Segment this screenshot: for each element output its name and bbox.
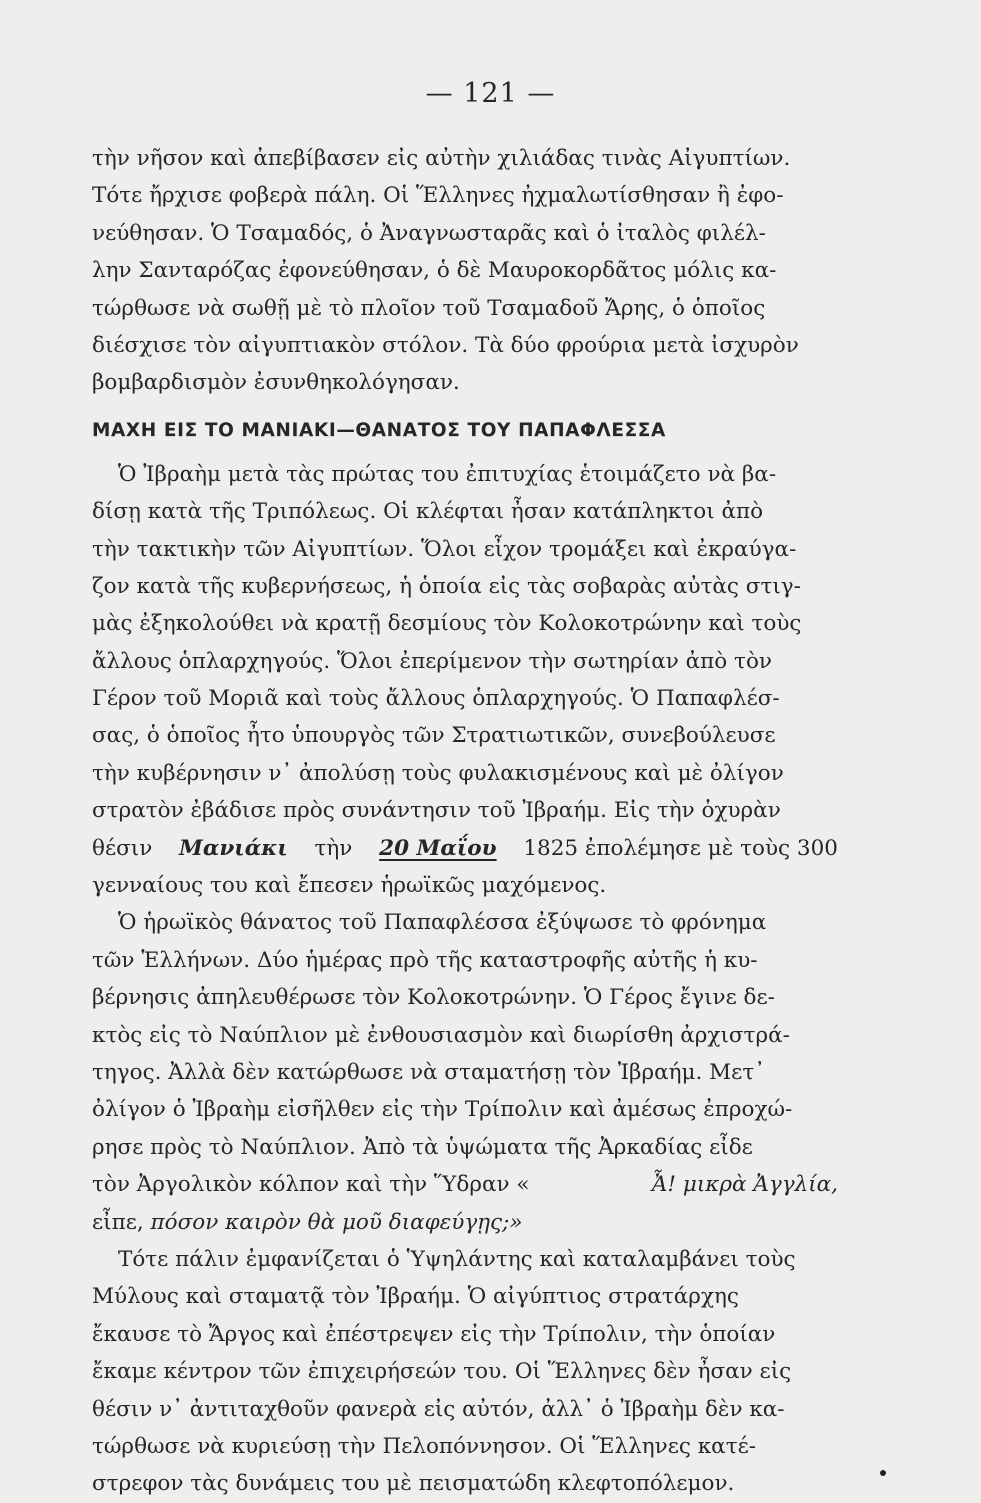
text-line: βομβαρδισμὸν ἐσυνθηκολόγησαν. — [92, 370, 460, 396]
text-line: γενναίους του καὶ ἔπεσεν ἡρωϊκῶς μαχόμενος. — [92, 873, 607, 899]
place-name: Μανιάκι — [179, 835, 288, 861]
text-line: ὀλίγον ὁ Ἰβραὴμ εἰσῆλθεν εἰς τὴν Τρίπολιν καὶ ἀμέσως ἐπροχώ- — [92, 1097, 793, 1123]
text-line: ἄλλους ὁπλαρχηγούς. Ὅλοι ἐπερίμενον τὴν σωτηρίαν ἀπὸ τὸν — [92, 648, 772, 674]
text-line: Τότε πάλιν ἐμφανίζεται ὁ Ὑψηλάντης καὶ καταλαμβάνει τοὺς — [118, 1246, 796, 1272]
text-line: σας, ὁ ὁποῖος ἦτο ὑπουργὸς τῶν Στρατιωτικῶν, συνεβούλευσε — [92, 723, 776, 749]
text-line-quote-end — [92, 1204, 838, 1241]
text-fragment: θέσιν — [92, 835, 153, 861]
page-number: — 121 — — [425, 78, 556, 109]
text-line: λην Σανταρόζας ἐφονεύθησαν, ὁ δὲ Μαυροκορδᾶτος μόλις κα- — [92, 258, 777, 284]
text-line: ἔκαυσε τὸ Ἄργος καὶ ἐπέστρεψεν εἰς τὴν Τρίπολιν, τὴν ὁποίαν — [92, 1321, 776, 1347]
text-line: Τότε ἤρχισε φοβερὰ πάλη. Οἱ Ἕλληνες ἠχμαλωτίσθησαν ἢ ἐφο- — [92, 183, 784, 209]
text-line: στρατὸν ἐβάδισε πρὸς συνάντησιν τοῦ Ἰβραήμ. Εἰς τὴν ὀχυρὰν — [92, 798, 781, 824]
text-line: ζον κατὰ τῆς κυβερνήσεως, ἡ ὁποία εἰς τὰς σοβαρὰς αὐτὰς στιγ- — [92, 573, 801, 599]
text-line: Μύλους καὶ σταματᾷ τὸν Ἰβραήμ. Ὁ αἰγύπτιος στρατάρχης — [92, 1284, 739, 1310]
text-line-quote — [92, 1166, 838, 1203]
text-line: τὴν κυβέρνησιν ν᾿ ἀπολύσῃ τοὺς φυλακισμένους καὶ μὲ ὀλίγον — [92, 760, 784, 786]
text-line: διέσχισε τὸν αἰγυπτιακὸν στόλον. Τὰ δύο φρούρια μετὰ ἰσχυρὸν — [92, 332, 799, 358]
text-line-maniaki — [92, 830, 838, 867]
text-line: κτὸς εἰς τὸ Ναύπλιον μὲ ἐνθουσιασμὸν καὶ διωρίσθη ἀρχιστρά- — [92, 1022, 790, 1048]
text-line: ἔκαμε κέντρον τῶν ἐπιχειρήσεών του. Οἱ Ἕλληνες δὲν ἦσαν εἰς — [92, 1359, 792, 1385]
text-fragment: εἶπε, — [92, 1209, 144, 1235]
section-heading: ΜΑΧΗ ΕΙΣ ΤΟ ΜΑΝΙΑΚΙ—ΘΑΝΑΤΟΣ ΤΟΥ ΠΑΠΑΦΛΕΣΣΑ — [92, 419, 666, 441]
ink-speck — [880, 1470, 886, 1476]
text-fragment: 1825 ἐπολέμησε μὲ τοὺς 300 — [523, 835, 838, 861]
text-line: ρησε πρὸς τὸ Ναύπλιον. Ἀπὸ τὰ ὑψώματα τῆς Ἀρκαδίας εἶδε — [92, 1134, 753, 1160]
text-line: τώρθωσε νὰ κυριεύσῃ τὴν Πελοπόννησον. Οἱ Ἕλληνες κατέ- — [92, 1433, 756, 1459]
battle-date: 20 Μαΐου — [379, 835, 497, 861]
text-fragment: τὴν — [314, 835, 353, 861]
text-line: τηγος. Ἀλλὰ δὲν κατώρθωσε νὰ σταματήσῃ τὸν Ἰβραήμ. Μετ᾿ — [92, 1059, 765, 1085]
text-line: δίσῃ κατὰ τῆς Τριπόλεως. Οἱ κλέφται ἦσαν κατάπληκτοι ἀπὸ — [92, 499, 764, 525]
text-line: Ὁ Ἰβραὴμ μετὰ τὰς πρώτας του ἐπιτυχίας ἑτοιμάζετο νὰ βα- — [118, 461, 777, 487]
text-line: τώρθωσε νὰ σωθῇ μὲ τὸ πλοῖον τοῦ Τσαμαδοῦ Ἄρης, ὁ ὁποῖος — [92, 295, 766, 321]
page-text — [92, 140, 838, 1503]
text-line: νεύθησαν. Ὁ Τσαμαδός, ὁ Ἀναγνωσταρᾶς καὶ ὁ ἰταλὸς φιλέλ- — [92, 220, 766, 246]
text-line: Ὁ ἡρωϊκὸς θάνατος τοῦ Παπαφλέσσα ἐξύψωσε τὸ φρόνημα — [118, 910, 767, 936]
text-line: βέρνησις ἀπηλευθέρωσε τὸν Κολοκοτρώνην. Ὁ Γέρος ἔγινε δε- — [92, 985, 775, 1011]
text-line: τῶν Ἑλλήνων. Δύο ἡμέρας πρὸ τῆς καταστροφῆς αὐτῆς ἡ κυ- — [92, 947, 758, 973]
text-line: στρεφον τὰς δυνάμεις του μὲ πεισματώδη κλεφτοπόλεμον. — [92, 1471, 735, 1497]
text-fragment: τὸν Ἀργολικὸν κόλπον καὶ τὴν Ὕδραν « — [92, 1172, 530, 1198]
text-line: θέσιν ν᾿ ἀντιταχθοῦν φανερὰ εἰς αὐτόν, ἀλλ᾿ ὁ Ἰβραὴμ δὲν κα- — [92, 1396, 785, 1422]
text-line: Γέρον τοῦ Μοριᾶ καὶ τοὺς ἄλλους ὁπλαρχηγούς. Ὁ Παπαφλέσ- — [92, 686, 780, 712]
quote-fragment: πόσον καιρὸν θὰ μοῦ διαφεύγῃς;» — [150, 1209, 523, 1235]
quote-fragment: Ἆ! μικρὰ Ἀγγλία, — [651, 1172, 838, 1198]
text-line: μὰς ἐξηκολούθει νὰ κρατῇ δεσμίους τὸν Κολοκοτρώνην καὶ τοὺς — [92, 611, 802, 637]
text-line: τὴν τακτικὴν τῶν Αἰγυπτίων. Ὅλοι εἶχον τρομάξει καὶ ἐκραύγα- — [92, 536, 797, 562]
text-line: τὴν νῆσον καὶ ἀπεβίβασεν εἰς αὐτὴν χιλιάδας τινὰς Αἰγυπτίων. — [92, 146, 791, 171]
